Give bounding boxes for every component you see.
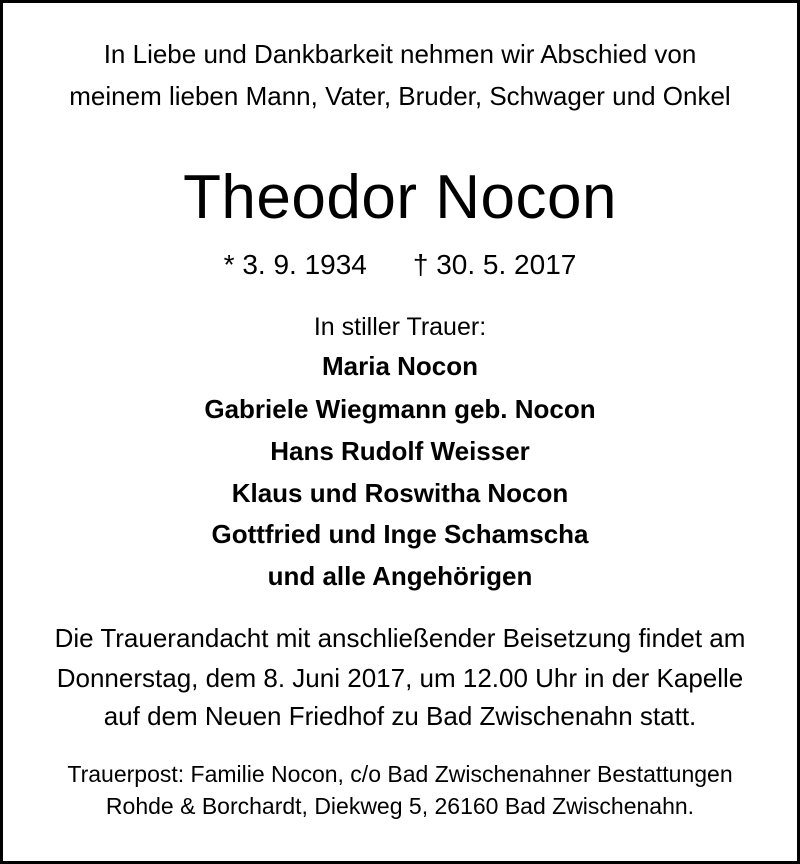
- mourners-intro: In stiller Trauer:: [313, 313, 487, 341]
- mourner-name: und alle Angehörigen: [267, 561, 533, 591]
- birth-date: * 3. 9. 1934: [223, 249, 367, 280]
- post-line-1: Trauerpost: Familie Nocon, c/o Bad Zwischenahner Bestattungen: [67, 761, 733, 787]
- service-line-1: Die Trauerandacht mit anschließender Beisetzung findet am: [54, 623, 746, 653]
- mourner-name: Gottfried und Inge Schamscha: [211, 519, 589, 549]
- death-date: † 30. 5. 2017: [412, 249, 577, 280]
- mourner-name: Hans Rudolf Weisser: [270, 436, 530, 466]
- mourner-name: Klaus und Roswitha Nocon: [231, 478, 569, 508]
- service-line-3: auf dem Neuen Friedhof zu Bad Zwischenahn statt.: [103, 701, 697, 731]
- mourner-name: Maria Nocon: [321, 351, 479, 381]
- intro-line-1: In Liebe und Dankbarkeit nehmen wir Abschied von: [103, 39, 697, 69]
- post-line-2: Rohde & Borchardt, Diekweg 5, 26160 Bad Zwischenahn.: [105, 793, 695, 819]
- intro-line-2: meinem lieben Mann, Vater, Bruder, Schwager und Onkel: [69, 81, 731, 111]
- deceased-name: Theodor Nocon: [183, 163, 617, 232]
- mourner-name: Gabriele Wiegmann geb. Nocon: [204, 394, 596, 424]
- life-dates: [3, 251, 797, 279]
- service-line-2: Donnerstag, dem 8. Juni 2017, um 12.00 Uhr in der Kapelle: [56, 663, 744, 693]
